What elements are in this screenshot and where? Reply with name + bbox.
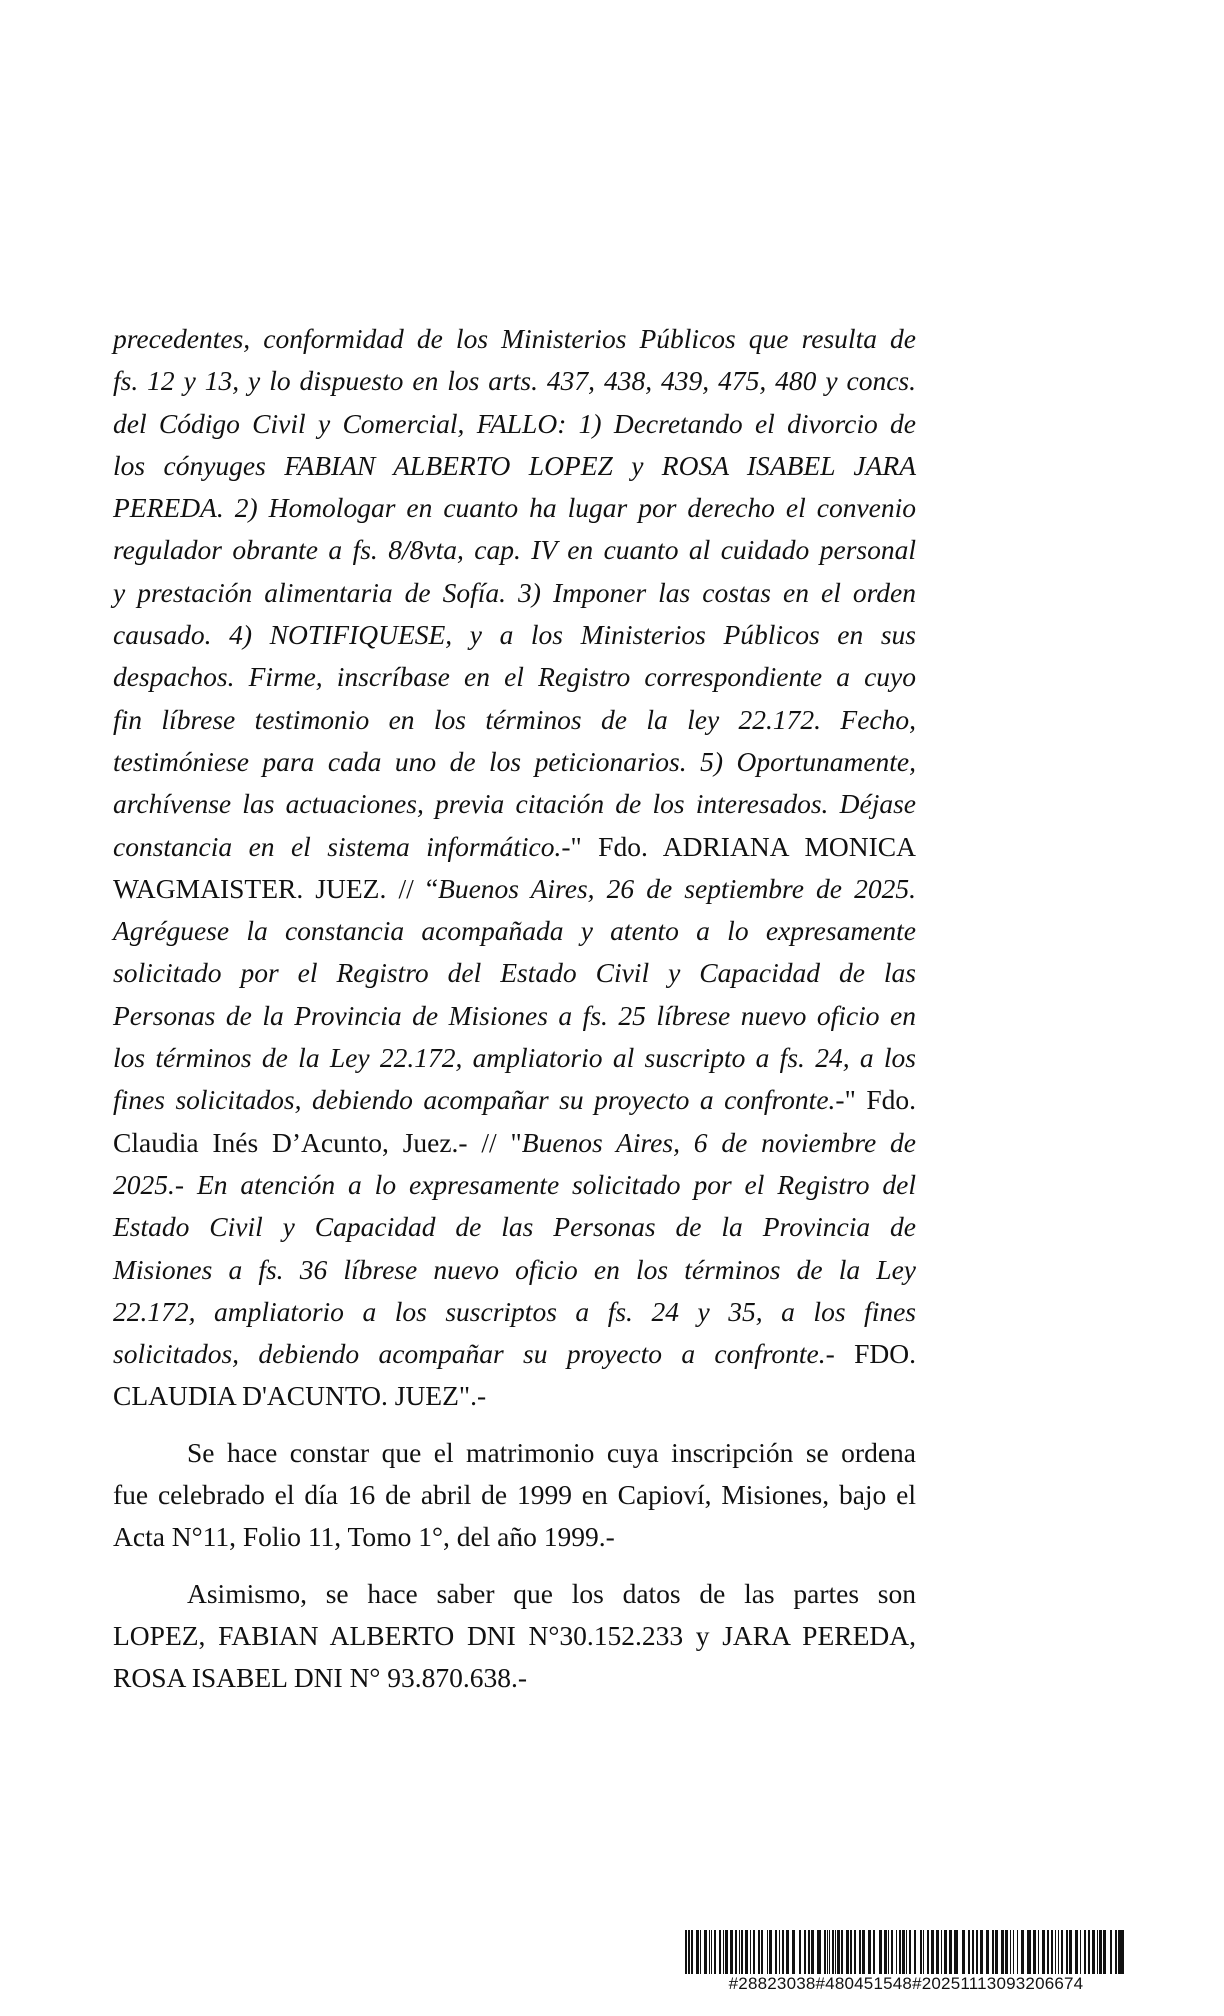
barcode-bar xyxy=(704,1930,707,1974)
text-segment: y prestación alimentaria de Sofía. 3) Imponer las costas en el orden xyxy=(113,576,916,608)
text-segment: 2025.- En atención a lo expresamente solicitado por el Registro del xyxy=(113,1168,916,1200)
barcode-bar xyxy=(1010,1930,1011,1974)
barcode-bar xyxy=(735,1930,737,1974)
barcode-bar xyxy=(808,1930,810,1974)
text-segment: constancia en el sistema informático.- xyxy=(113,830,571,862)
barcode-bar xyxy=(688,1930,690,1974)
barcode-bar xyxy=(846,1930,849,1974)
barcode-bar xyxy=(719,1930,721,1974)
marriage-record-paragraph xyxy=(113,1432,916,1559)
text-segment: Buenos Aires, 26 de septiembre de 2025. xyxy=(438,872,916,904)
barcode-bar xyxy=(1061,1930,1063,1974)
text-line: Acta N°11, Folio 11, Tomo 1°, del año 1999.- xyxy=(113,1521,615,1553)
text-line xyxy=(113,572,916,614)
text-segment: Personas de la Provincia de Misiones a fs. 25 líbrese nuevo oficio en xyxy=(113,999,916,1031)
barcode-bar xyxy=(782,1930,784,1974)
barcode-bar xyxy=(775,1930,777,1974)
text-line xyxy=(113,1079,916,1121)
barcode-bar xyxy=(1097,1930,1098,1974)
barcode-bar xyxy=(931,1930,934,1974)
barcode-bar xyxy=(841,1930,843,1974)
barcode-bar xyxy=(1099,1930,1102,1974)
barcode-bar xyxy=(920,1930,922,1974)
barcode-bar xyxy=(709,1930,710,1974)
text-line: ROSA ISABEL DNI N° 93.870.638.- xyxy=(113,1662,528,1694)
text-line xyxy=(113,910,916,952)
barcode-bar xyxy=(1051,1930,1053,1974)
barcode-bar xyxy=(968,1930,970,1974)
barcode-bar xyxy=(854,1930,856,1974)
text-line: Se hace constar que el matrimonio cuya inscripción se ordena xyxy=(187,1436,916,1468)
text-segment: Agréguese la constancia acompañada y atento a lo expresamente xyxy=(113,915,916,947)
text-segment: archívense las actuaciones, previa citación de los interesados. Déjase xyxy=(113,788,916,820)
barcode-bar xyxy=(992,1930,994,1974)
barcode-bar xyxy=(980,1930,983,1974)
barcode-bar xyxy=(1118,1930,1121,1974)
barcode-bar xyxy=(792,1930,795,1974)
barcode-bar xyxy=(1033,1930,1036,1974)
barcode-bar xyxy=(986,1930,989,1974)
barcode-bar xyxy=(1047,1930,1049,1974)
text-line xyxy=(113,1122,916,1164)
barcode-bar xyxy=(949,1930,952,1974)
barcode-bar xyxy=(884,1930,887,1974)
barcode-bar xyxy=(1038,1930,1039,1974)
barcode-bar xyxy=(761,1930,763,1974)
text-line xyxy=(113,1037,916,1079)
barcode-bar xyxy=(745,1930,748,1974)
barcode-bar xyxy=(899,1930,901,1974)
text-line: fue celebrado el día 16 de abril de 1999 en Capioví, Misiones, bajo el xyxy=(113,1479,916,1511)
barcode-bar xyxy=(711,1930,712,1974)
text-line xyxy=(113,1375,916,1417)
barcode-bar xyxy=(767,1930,768,1974)
text-segment: " Fdo. xyxy=(844,1084,916,1116)
barcode-image xyxy=(685,1930,1127,1974)
barcode-bar xyxy=(944,1930,947,1974)
text-segment: Estado Civil y Capacidad de las Personas de la Provincia de xyxy=(113,1211,916,1243)
text-segment: Misiones a fs. 36 líbrese nuevo oficio en los términos de la Ley xyxy=(113,1253,916,1285)
barcode-bar xyxy=(835,1930,836,1974)
text-segment: regulador obrante a fs. 8/8vta, cap. IV en cuanto al cuidado personal xyxy=(113,534,916,566)
barcode-bar xyxy=(799,1930,801,1974)
barcode-bar xyxy=(976,1930,978,1974)
text-line xyxy=(113,741,916,783)
barcode-bar xyxy=(972,1930,974,1974)
barcode-bar xyxy=(779,1930,780,1974)
text-line xyxy=(113,529,916,571)
barcode-bar xyxy=(906,1930,907,1974)
barcode-bar xyxy=(1092,1930,1095,1974)
text-segment: los términos de la Ley 22.172, ampliatorio al suscripto a fs. 24, a los xyxy=(113,1042,916,1074)
text-segment: PEREDA. 2) Homologar en cuanto ha lugar por derecho el convenio xyxy=(113,492,916,524)
text-line xyxy=(113,1333,916,1375)
text-segment: FDO. xyxy=(834,1338,916,1370)
barcode-number: #28823038#480451548#20251113093206674 xyxy=(728,1974,1084,1993)
barcode-bar xyxy=(850,1930,852,1974)
barcode-bar xyxy=(714,1930,716,1974)
text-segment: " Fdo. ADRIANA MONICA xyxy=(570,830,916,862)
barcode-bar xyxy=(804,1930,806,1974)
barcode-bar xyxy=(909,1930,911,1974)
barcode-bar xyxy=(859,1930,861,1974)
barcode-bar xyxy=(902,1930,905,1974)
barcode-bar xyxy=(1115,1930,1117,1974)
barcode-bar xyxy=(891,1930,893,1974)
text-segment: fs. 12 y 13, y lo dispuesto en los arts. 437, 438, 439, 475, 480 y concs. xyxy=(113,365,916,397)
text-line xyxy=(113,952,916,994)
barcode-bar xyxy=(741,1930,743,1974)
barcode-bar xyxy=(750,1930,751,1974)
barcode-bar xyxy=(723,1930,724,1974)
barcode-bar xyxy=(1021,1930,1024,1974)
text-line xyxy=(113,403,916,445)
barcode-bar xyxy=(811,1930,814,1974)
barcode-bar xyxy=(914,1930,916,1974)
barcode-bar xyxy=(888,1930,889,1974)
text-line xyxy=(113,318,916,360)
barcode-bar xyxy=(1001,1930,1004,1974)
barcode-bar xyxy=(696,1930,699,1974)
text-line xyxy=(113,656,916,698)
barcode-bar xyxy=(758,1930,760,1974)
barcode-bar xyxy=(873,1930,875,1974)
barcode-bar xyxy=(824,1930,826,1974)
barcode-bar xyxy=(730,1930,733,1974)
barcode-bar xyxy=(691,1930,693,1974)
text-line: Asimismo, se hace saber que los datos de las partes son xyxy=(187,1577,916,1609)
barcode-bar xyxy=(879,1930,882,1974)
text-segment: solicitado por el Registro del Estado Civil y Capacidad de las xyxy=(113,957,916,989)
barcode-bar xyxy=(862,1930,865,1974)
barcode-bar xyxy=(1013,1930,1014,1974)
text-segment: fines solicitados, debiendo acompañar su proyecto a confronte.- xyxy=(113,1084,845,1116)
text-segment: los cónyuges FABIAN ALBERTO LOPEZ y ROSA ISABEL JARA xyxy=(113,449,916,481)
barcode-bar xyxy=(1103,1930,1106,1974)
parties-data-paragraph xyxy=(113,1573,916,1700)
barcode-bar xyxy=(786,1930,789,1974)
text-segment: precedentes, conformidad de los Ministerios Públicos que resulta de xyxy=(113,323,916,354)
text-segment: 22.172, ampliatorio a los suscriptos a fs. 24 y 35, a los fines xyxy=(113,1295,916,1327)
text-line xyxy=(113,1164,916,1206)
barcode-bar xyxy=(927,1930,929,1974)
barcode-bar xyxy=(1005,1930,1008,1974)
text-segment: causado. 4) NOTIFIQUESE, y a los Ministerios Públicos en sus xyxy=(113,619,916,651)
barcode-bar xyxy=(685,1930,687,1974)
barcode-block xyxy=(685,1930,1127,1994)
barcode-bar xyxy=(1017,1930,1018,1974)
barcode-bar xyxy=(829,1930,830,1974)
text-line xyxy=(113,1291,916,1333)
barcode-bar xyxy=(1088,1930,1090,1974)
text-segment: solicitados, debiendo acompañar su proyecto a confronte.- xyxy=(113,1338,835,1370)
barcode-bar xyxy=(936,1930,939,1974)
text-line xyxy=(113,995,916,1037)
barcode-bar xyxy=(962,1930,965,1974)
text-line xyxy=(113,868,916,910)
barcode-bar xyxy=(832,1930,834,1974)
barcode-bar xyxy=(1027,1930,1031,1974)
barcode-bar xyxy=(739,1930,740,1974)
barcode-bar xyxy=(868,1930,871,1974)
text-segment: despachos. Firme, inscríbase en el Registro correspondiente a cuyo xyxy=(113,661,916,693)
text-segment: Buenos Aires, 6 de noviembre de xyxy=(521,1126,916,1158)
barcode-bar xyxy=(1042,1930,1045,1974)
barcode-bar xyxy=(941,1930,942,1974)
barcode-bar xyxy=(1069,1930,1072,1974)
barcode-bar xyxy=(725,1930,728,1974)
text-line xyxy=(113,487,916,529)
barcode-bar xyxy=(753,1930,755,1974)
barcode-bar xyxy=(1080,1930,1081,1974)
text-line xyxy=(113,1206,916,1248)
document-body xyxy=(113,318,916,1700)
text-segment: WAGMAISTER. JUEZ. // “ xyxy=(113,872,439,904)
barcode-bar xyxy=(896,1930,897,1974)
barcode-bar xyxy=(923,1930,924,1974)
text-line xyxy=(113,360,916,402)
text-line: LOPEZ, FABIAN ALBERTO DNI N°30.152.233 y JARA PEREDA, xyxy=(113,1619,916,1651)
text-segment: Claudia Inés D’Acunto, Juez.- // " xyxy=(113,1126,522,1158)
text-line xyxy=(113,826,916,868)
text-segment: testimóniese para cada uno de los peticionarios. 5) Oportunamente, xyxy=(113,745,916,777)
barcode-bar xyxy=(1084,1930,1086,1974)
barcode-bar xyxy=(995,1930,998,1974)
barcode-bar xyxy=(1058,1930,1059,1974)
text-line xyxy=(113,614,916,656)
barcode-bar xyxy=(700,1930,701,1974)
text-segment: fin líbrese testimonio en los términos de la ley 22.172. Fecho, xyxy=(113,703,916,735)
resolution-paragraph xyxy=(113,318,916,1418)
barcode-bar xyxy=(817,1930,821,1974)
barcode-bar xyxy=(1122,1930,1124,1974)
text-line xyxy=(113,445,916,487)
text-line xyxy=(113,1249,916,1291)
barcode-bar xyxy=(954,1930,958,1974)
text-segment: CLAUDIA D'ACUNTO. JUEZ".- xyxy=(113,1380,487,1412)
barcode-bar xyxy=(769,1930,772,1974)
barcode-bar xyxy=(1075,1930,1078,1974)
barcode-bar xyxy=(1110,1930,1112,1974)
text-line xyxy=(113,783,916,825)
barcode-bar xyxy=(1066,1930,1068,1974)
barcode-bar xyxy=(827,1930,828,1974)
text-segment: del Código Civil y Comercial, FALLO: 1) Decretando el divorcio de xyxy=(113,407,916,439)
barcode-bar xyxy=(837,1930,840,1974)
text-line xyxy=(113,699,916,741)
barcode-bar xyxy=(1055,1930,1056,1974)
